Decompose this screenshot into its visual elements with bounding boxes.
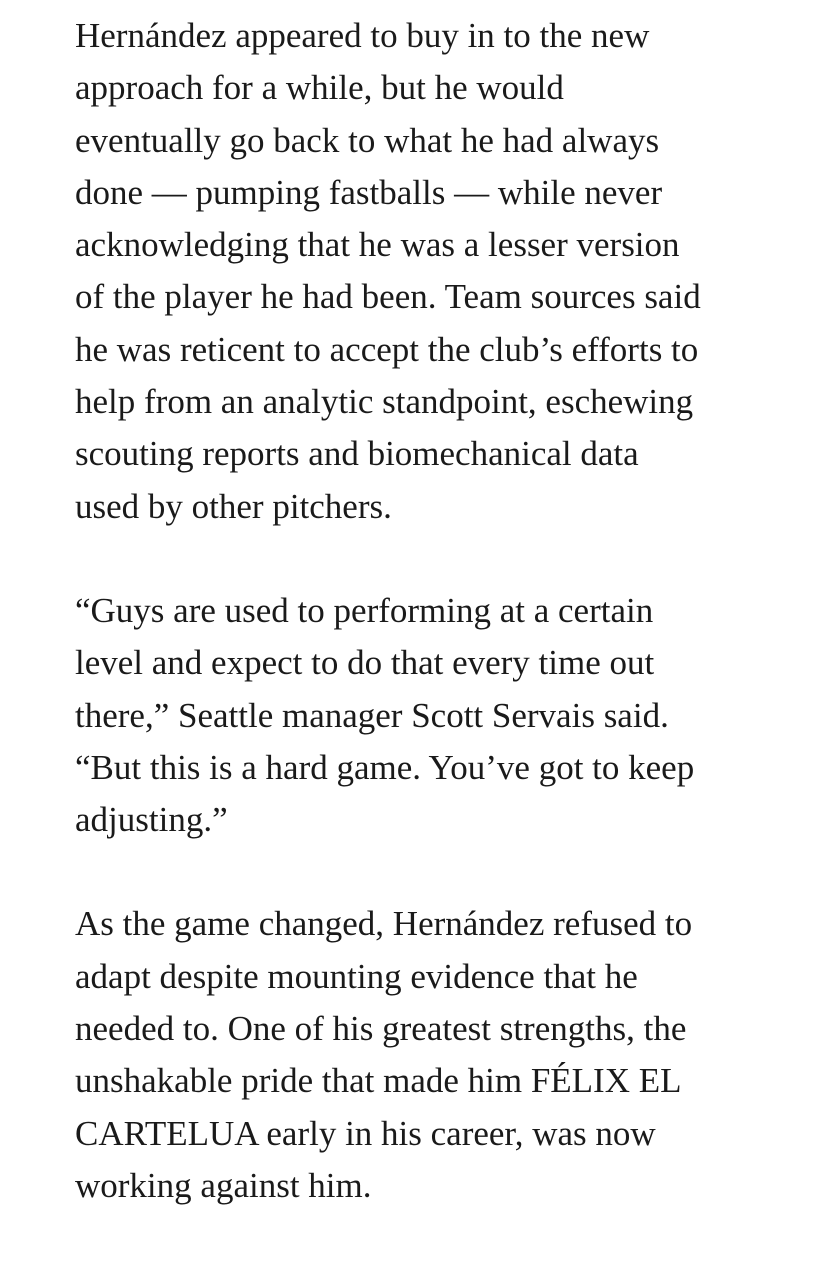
text-line: CARTELUA early in his career, was now: [75, 1113, 656, 1153]
text-line: help from an analytic standpoint, eschewing: [75, 382, 694, 422]
text-line: Hernández appeared to buy in to the new: [75, 16, 650, 55]
text-line: eventually go back to what he had always: [75, 120, 660, 160]
text-line: unshakable pride that made him FÉLIX EL: [75, 1061, 682, 1101]
text-line: of the player he had been. Team sources said: [75, 277, 701, 317]
paragraph-3: [75, 898, 795, 1212]
text-line: “But this is a hard game. You’ve got to keep: [75, 747, 695, 787]
text-line: adjusting.”: [75, 800, 228, 840]
text-line: scouting reports and biomechanical data: [75, 434, 639, 474]
text-line: used by other pitchers.: [75, 486, 392, 526]
text-line: level and expect to do that every time out: [75, 643, 655, 683]
text-line: “Guys are used to performing at a certain: [75, 590, 654, 630]
text-line: adapt despite mounting evidence that he: [75, 956, 638, 996]
text-line: working against him.: [75, 1165, 372, 1205]
paragraph-2-quote: [75, 585, 795, 846]
article-body: [75, 10, 795, 1264]
text-line: needed to. One of his greatest strengths, the: [75, 1009, 687, 1049]
text-line: he was reticent to accept the club’s efforts to: [75, 329, 699, 369]
paragraph-1: [75, 10, 795, 533]
text-line: approach for a while, but he would: [75, 68, 564, 108]
text-line: there,” Seattle manager Scott Servais said.: [75, 695, 669, 735]
text-line: As the game changed, Hernández refused to: [75, 904, 693, 944]
text-line: acknowledging that he was a lesser version: [75, 225, 680, 265]
text-line: done — pumping fastballs — while never: [75, 172, 663, 212]
